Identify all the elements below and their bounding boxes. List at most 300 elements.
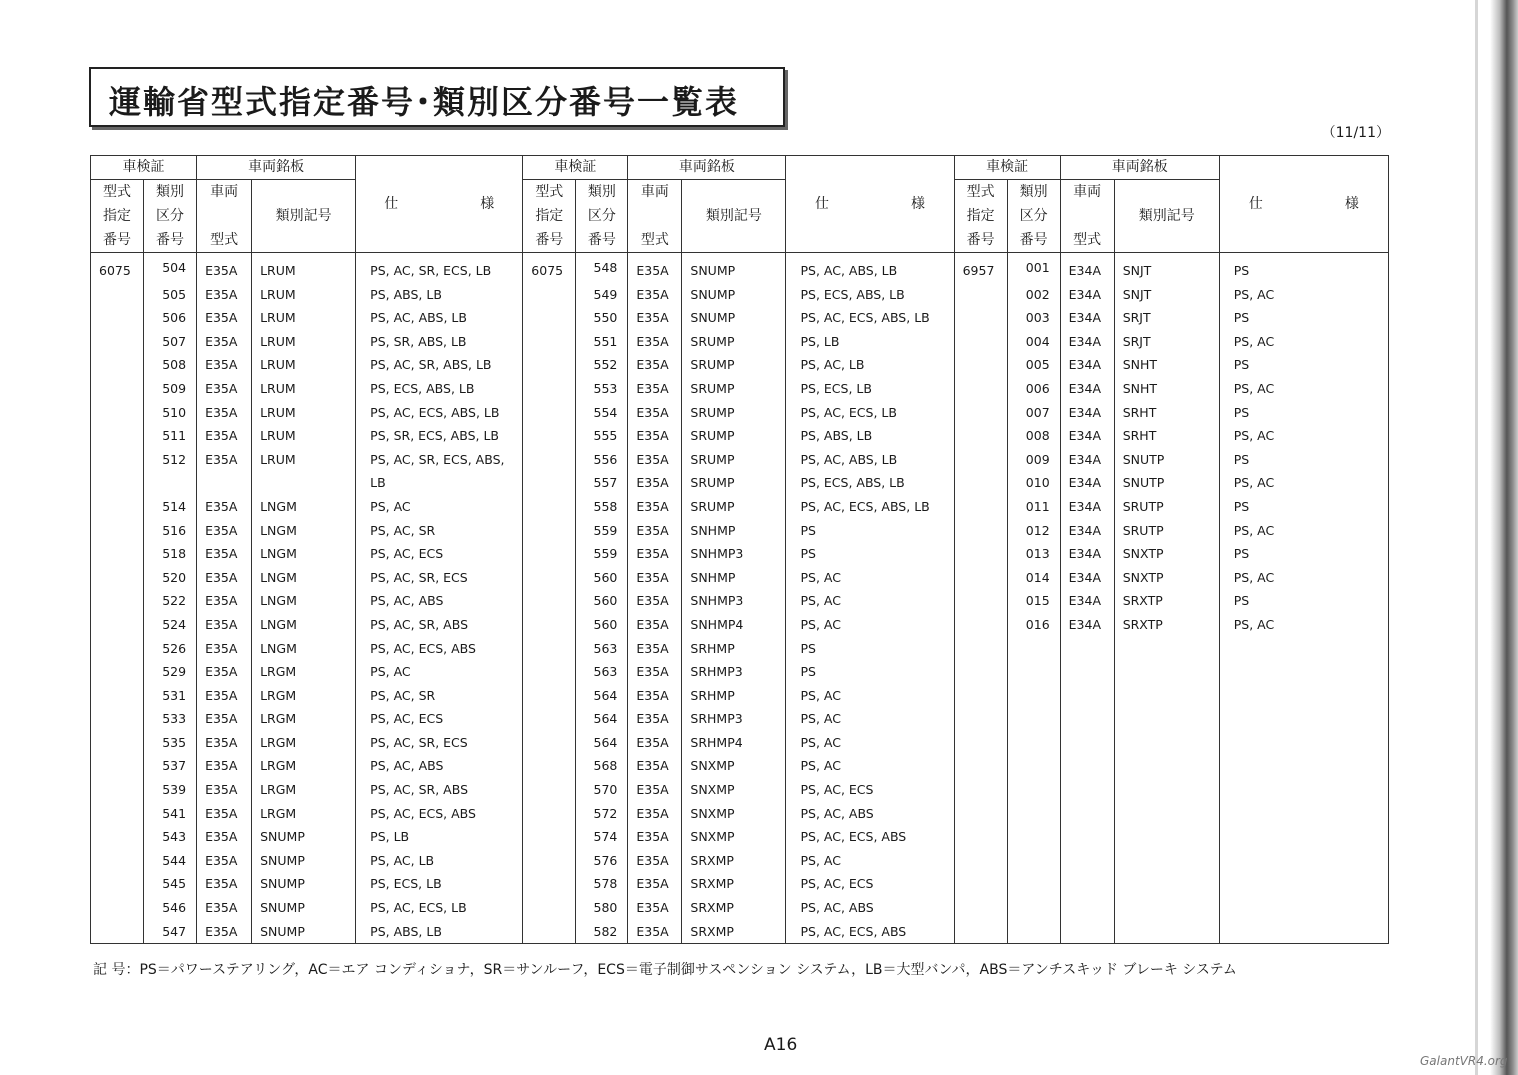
model-cell: E35A <box>628 920 682 944</box>
class-no-cell: 560 <box>576 613 628 637</box>
class-symbol-cell: SRXTP <box>1114 589 1219 613</box>
spec-cell: PS, AC, ABS, LB <box>356 306 523 330</box>
class-no-cell: 563 <box>576 660 628 684</box>
class-no-cell: 544 <box>144 849 197 873</box>
type-no-cell <box>954 306 1007 330</box>
class-symbol-cell: LNGM <box>252 495 356 519</box>
class-no-cell <box>1007 707 1060 731</box>
spec-cell <box>1219 872 1388 896</box>
spec-cell: PS, LB <box>356 825 523 849</box>
model-cell: E35A <box>628 684 682 708</box>
type-no-cell <box>523 613 576 637</box>
class-no-cell <box>1007 920 1060 944</box>
type-no-cell <box>954 731 1007 755</box>
class-symbol-cell: LNGM <box>252 589 356 613</box>
table-row <box>91 330 1389 354</box>
spec-cell: PS, AC, ECS, ABS <box>356 637 523 661</box>
spec-cell: PS, SR, ABS, LB <box>356 330 523 354</box>
class-no-cell: 003 <box>1007 306 1060 330</box>
class-symbol-cell: SRXMP <box>682 872 786 896</box>
type-no-cell <box>523 754 576 778</box>
type-no-cell <box>523 589 576 613</box>
spec-cell: PS, AC, ABS, LB <box>786 253 954 283</box>
class-symbol-cell: LRGM <box>252 754 356 778</box>
model-cell: E35A <box>628 589 682 613</box>
spec-cell: PS, ECS, LB <box>786 377 954 401</box>
type-no-cell <box>523 471 576 495</box>
model-cell: E34A <box>1060 589 1114 613</box>
spec-cell: PS, AC, ECS, ABS <box>356 802 523 826</box>
model-cell: E35A <box>628 660 682 684</box>
type-no-cell <box>91 872 144 896</box>
model-cell: E35A <box>197 754 252 778</box>
spec-cell <box>1219 825 1388 849</box>
model-cell: E35A <box>628 306 682 330</box>
model-cell: E35A <box>197 707 252 731</box>
class-symbol-cell: SRHMP <box>682 637 786 661</box>
class-no-cell: 509 <box>144 377 197 401</box>
class-no-cell: 537 <box>144 754 197 778</box>
spec-cell: PS, AC, ABS <box>786 802 954 826</box>
table-row <box>91 802 1389 826</box>
table-row <box>91 684 1389 708</box>
table-row <box>91 872 1389 896</box>
class-symbol-cell: SNXTP <box>1114 566 1219 590</box>
class-symbol-cell: SNUMP <box>252 896 356 920</box>
model-cell <box>1060 660 1114 684</box>
spec-cell: PS <box>786 660 954 684</box>
class-symbol-cell: SNUMP <box>682 306 786 330</box>
spec-cell: PS, AC <box>786 589 954 613</box>
table-row <box>91 849 1389 873</box>
table-row <box>91 542 1389 566</box>
model-cell <box>1060 802 1114 826</box>
type-no-cell <box>91 519 144 543</box>
type-no-cell <box>523 448 576 472</box>
type-no-cell <box>91 283 144 307</box>
class-no-cell: 548 <box>576 253 628 283</box>
type-no-cell <box>91 448 144 472</box>
spec-cell: PS, AC <box>1219 566 1388 590</box>
spec-cell: PS, ECS, ABS, LB <box>786 283 954 307</box>
table-row <box>91 353 1389 377</box>
class-symbol-cell: SRUTP <box>1114 519 1219 543</box>
type-no-cell <box>523 519 576 543</box>
type-no-cell <box>91 330 144 354</box>
class-no-cell: 524 <box>144 613 197 637</box>
spec-cell: PS <box>786 519 954 543</box>
class-symbol-cell: SRUMP <box>682 495 786 519</box>
class-symbol-cell: LRUM <box>252 353 356 377</box>
class-symbol-cell: SRUTP <box>1114 495 1219 519</box>
spec-cell: PS, AC, SR <box>356 519 523 543</box>
class-no-cell: 014 <box>1007 566 1060 590</box>
class-no-cell: 570 <box>576 778 628 802</box>
class-symbol-cell: LRGM <box>252 684 356 708</box>
class-symbol-cell: SNXMP <box>682 802 786 826</box>
table-row <box>91 471 1389 495</box>
spec-cell: PS, AC, ECS, ABS, LB <box>356 401 523 425</box>
type-no-cell <box>954 283 1007 307</box>
spec-cell: PS, AC, SR, ECS, LB <box>356 253 523 283</box>
type-no-cell <box>91 778 144 802</box>
class-no-cell: 522 <box>144 589 197 613</box>
class-no-cell: 580 <box>576 896 628 920</box>
table-row <box>91 731 1389 755</box>
title-box <box>89 67 785 127</box>
spec-cell: PS, AC <box>356 660 523 684</box>
legend: 記 号：PS＝パワーステアリング，AC＝エア コンディショナ，SR＝サンルーフ，ECS＝電子制御サスペンション システム，LB＝大型バンパ，ABS＝アンチスキッド ブレーキ システム <box>93 962 1237 978</box>
header-meiban: 車両銘板 <box>197 156 356 180</box>
model-cell: E34A <box>1060 401 1114 425</box>
type-no-cell <box>91 684 144 708</box>
model-cell: E35A <box>197 495 252 519</box>
model-cell <box>1060 778 1114 802</box>
header-class-no: 類別 区分 番号 <box>144 180 197 253</box>
class-symbol-cell: LRUM <box>252 401 356 425</box>
class-no-cell: 508 <box>144 353 197 377</box>
model-cell: E34A <box>1060 519 1114 543</box>
class-no-cell: 013 <box>1007 542 1060 566</box>
class-no-cell: 564 <box>576 684 628 708</box>
spec-cell: PS, AC <box>1219 613 1388 637</box>
spec-cell: PS, ABS, LB <box>786 424 954 448</box>
class-no-cell: 554 <box>576 401 628 425</box>
type-no-cell <box>954 754 1007 778</box>
class-no-cell <box>1007 872 1060 896</box>
spec-cell: PS <box>1219 353 1388 377</box>
class-no-cell: 539 <box>144 778 197 802</box>
class-no-cell: 564 <box>576 731 628 755</box>
class-no-cell <box>1007 825 1060 849</box>
table-row <box>91 495 1389 519</box>
type-no-cell <box>91 353 144 377</box>
class-no-cell <box>1007 778 1060 802</box>
header-type-no: 型式 指定 番号 <box>954 180 1007 253</box>
header-spec: 仕 様 <box>1219 156 1388 253</box>
table-row <box>91 660 1389 684</box>
type-no-cell <box>91 896 144 920</box>
type-no-cell <box>523 896 576 920</box>
class-no-cell: 551 <box>576 330 628 354</box>
model-cell <box>1060 754 1114 778</box>
type-no-cell <box>91 660 144 684</box>
type-no-cell <box>91 920 144 944</box>
class-no-cell: 504 <box>144 253 197 283</box>
spec-cell: PS <box>1219 448 1388 472</box>
model-cell: E35A <box>628 253 682 283</box>
spec-cell: PS, AC, SR <box>356 684 523 708</box>
class-no-cell <box>1007 896 1060 920</box>
model-cell: E35A <box>628 637 682 661</box>
class-no-cell: 516 <box>144 519 197 543</box>
class-no-cell: 541 <box>144 802 197 826</box>
spec-cell: PS, LB <box>786 330 954 354</box>
class-symbol-cell: SNHT <box>1114 377 1219 401</box>
model-cell: E35A <box>197 684 252 708</box>
model-cell: E35A <box>197 377 252 401</box>
class-symbol-cell: SNJT <box>1114 283 1219 307</box>
spec-cell: PS <box>1219 306 1388 330</box>
class-symbol-cell: LNGM <box>252 542 356 566</box>
type-no-cell <box>91 495 144 519</box>
class-no-cell <box>1007 660 1060 684</box>
model-cell: E34A <box>1060 253 1114 283</box>
class-symbol-cell <box>1114 684 1219 708</box>
type-no-cell <box>91 401 144 425</box>
type-no-cell <box>523 825 576 849</box>
class-no-cell: 529 <box>144 660 197 684</box>
spec-cell: PS, AC, LB <box>356 849 523 873</box>
spec-cell: PS, AC, ECS, ABS, LB <box>786 306 954 330</box>
class-symbol-cell: LRGM <box>252 731 356 755</box>
class-no-cell: 578 <box>576 872 628 896</box>
class-symbol-cell <box>252 471 356 495</box>
model-cell <box>197 471 252 495</box>
spec-cell: PS <box>786 542 954 566</box>
class-no-cell: 574 <box>576 825 628 849</box>
spec-cell: PS, AC, LB <box>786 353 954 377</box>
spec-cell: PS, ECS, ABS, LB <box>786 471 954 495</box>
type-no-cell <box>954 896 1007 920</box>
model-cell: E35A <box>628 424 682 448</box>
model-cell: E35A <box>197 896 252 920</box>
model-cell: E35A <box>628 731 682 755</box>
model-cell: E34A <box>1060 353 1114 377</box>
class-symbol-cell: SRJT <box>1114 330 1219 354</box>
class-symbol-cell: LRUM <box>252 306 356 330</box>
class-no-cell: 510 <box>144 401 197 425</box>
table-row <box>91 637 1389 661</box>
spec-cell: PS, AC, ABS <box>356 589 523 613</box>
model-cell: E35A <box>197 920 252 944</box>
class-symbol-cell: SRUMP <box>682 401 786 425</box>
model-cell: E35A <box>197 401 252 425</box>
class-no-cell: 531 <box>144 684 197 708</box>
spec-cell: PS, AC <box>786 849 954 873</box>
model-cell: E35A <box>197 731 252 755</box>
spec-cell <box>1219 754 1388 778</box>
type-no-cell <box>954 660 1007 684</box>
spec-cell: PS, AC, SR, ECS <box>356 566 523 590</box>
page-indicator: （11/11） <box>1321 125 1390 141</box>
table-row <box>91 306 1389 330</box>
class-symbol-cell: SRJT <box>1114 306 1219 330</box>
registry-table <box>90 155 1389 944</box>
class-no-cell: 550 <box>576 306 628 330</box>
spec-cell: PS, AC, SR, ECS <box>356 731 523 755</box>
type-no-cell <box>91 566 144 590</box>
class-no-cell: 546 <box>144 896 197 920</box>
type-no-cell <box>954 519 1007 543</box>
spec-cell: PS, AC, SR, ABS, LB <box>356 353 523 377</box>
model-cell: E35A <box>197 778 252 802</box>
model-cell: E35A <box>628 353 682 377</box>
type-no-cell <box>91 306 144 330</box>
header-row-2 <box>91 180 1389 253</box>
class-symbol-cell <box>1114 825 1219 849</box>
type-no-cell <box>523 306 576 330</box>
class-no-cell: 004 <box>1007 330 1060 354</box>
table-row <box>91 896 1389 920</box>
header-row-1 <box>91 156 1389 180</box>
spec-cell <box>1219 778 1388 802</box>
type-no-cell <box>523 377 576 401</box>
header-spec: 仕 様 <box>356 156 523 253</box>
class-no-cell: 556 <box>576 448 628 472</box>
spec-cell <box>1219 731 1388 755</box>
type-no-cell <box>954 424 1007 448</box>
class-symbol-cell: SRXTP <box>1114 613 1219 637</box>
spec-cell <box>1219 896 1388 920</box>
model-cell: E35A <box>628 802 682 826</box>
class-no-cell: 505 <box>144 283 197 307</box>
header-model: 車両 型式 <box>197 180 252 253</box>
class-no-cell: 008 <box>1007 424 1060 448</box>
table-row <box>91 589 1389 613</box>
type-no-cell <box>523 707 576 731</box>
class-symbol-cell: SNHMP4 <box>682 613 786 637</box>
type-no-cell <box>523 778 576 802</box>
type-no-cell <box>91 731 144 755</box>
spec-cell: PS <box>786 637 954 661</box>
spec-cell: PS, AC, ABS, LB <box>786 448 954 472</box>
type-no-cell <box>954 495 1007 519</box>
type-no-cell <box>523 731 576 755</box>
page-title: 運輸省型式指定番号･類別区分番号一覧表 <box>109 83 740 121</box>
class-no-cell <box>1007 802 1060 826</box>
class-symbol-cell <box>1114 802 1219 826</box>
type-no-cell <box>954 684 1007 708</box>
class-symbol-cell: SRUMP <box>682 353 786 377</box>
spec-cell: PS, AC, ECS <box>356 707 523 731</box>
type-no-cell <box>954 471 1007 495</box>
class-no-cell: 543 <box>144 825 197 849</box>
class-no-cell: 007 <box>1007 401 1060 425</box>
header-shaken: 車検証 <box>91 156 197 180</box>
model-cell: E35A <box>197 566 252 590</box>
class-symbol-cell: LNGM <box>252 637 356 661</box>
class-no-cell: 012 <box>1007 519 1060 543</box>
class-symbol-cell: SRUMP <box>682 448 786 472</box>
model-cell <box>1060 896 1114 920</box>
spec-cell: PS <box>1219 401 1388 425</box>
model-cell: E35A <box>197 253 252 283</box>
model-cell: E35A <box>628 495 682 519</box>
class-no-cell: 572 <box>576 802 628 826</box>
type-no-cell <box>954 353 1007 377</box>
class-no-cell: 511 <box>144 424 197 448</box>
class-symbol-cell: SNXTP <box>1114 542 1219 566</box>
spec-cell <box>1219 684 1388 708</box>
header-spec: 仕 様 <box>786 156 954 253</box>
class-no-cell: 576 <box>576 849 628 873</box>
model-cell: E35A <box>197 637 252 661</box>
class-symbol-cell: SNHMP <box>682 519 786 543</box>
class-no-cell: 560 <box>576 566 628 590</box>
class-symbol-cell: SRUMP <box>682 377 786 401</box>
class-no-cell: 559 <box>576 542 628 566</box>
spec-cell: PS, SR, ECS, ABS, LB <box>356 424 523 448</box>
class-no-cell: 009 <box>1007 448 1060 472</box>
model-cell <box>1060 731 1114 755</box>
class-no-cell: 006 <box>1007 377 1060 401</box>
type-no-cell <box>954 802 1007 826</box>
class-symbol-cell: SNXMP <box>682 778 786 802</box>
header-shaken: 車検証 <box>523 156 628 180</box>
spec-cell <box>1219 660 1388 684</box>
type-no-cell <box>91 754 144 778</box>
spec-cell: PS, AC, ECS, ABS, LB <box>786 495 954 519</box>
spec-cell: PS, AC <box>1219 424 1388 448</box>
model-cell <box>1060 920 1114 944</box>
class-symbol-cell: LRGM <box>252 660 356 684</box>
header-type-no: 型式 指定 番号 <box>91 180 144 253</box>
spec-cell: PS, AC, ABS <box>356 754 523 778</box>
spec-cell <box>1219 802 1388 826</box>
model-cell <box>1060 707 1114 731</box>
class-no-cell <box>144 471 197 495</box>
model-cell: E35A <box>197 424 252 448</box>
type-no-cell <box>954 330 1007 354</box>
model-cell: E35A <box>628 377 682 401</box>
header-meiban: 車両銘板 <box>628 156 786 180</box>
type-no-cell <box>91 542 144 566</box>
spec-cell: PS, AC, ECS <box>786 872 954 896</box>
type-no-cell <box>523 660 576 684</box>
model-cell: E34A <box>1060 283 1114 307</box>
class-symbol-cell: SRHT <box>1114 424 1219 448</box>
table-row <box>91 920 1389 944</box>
header-class-no: 類別 区分 番号 <box>576 180 628 253</box>
type-no-cell <box>523 495 576 519</box>
class-symbol-cell: SRHMP3 <box>682 707 786 731</box>
model-cell: E35A <box>628 613 682 637</box>
table-row <box>91 825 1389 849</box>
class-no-cell: 514 <box>144 495 197 519</box>
model-cell: E35A <box>628 330 682 354</box>
class-symbol-cell <box>1114 872 1219 896</box>
class-no-cell: 526 <box>144 637 197 661</box>
model-cell: E35A <box>197 330 252 354</box>
type-no-cell: 6957 <box>954 253 1007 283</box>
type-no-cell <box>523 684 576 708</box>
type-no-cell: 6075 <box>91 253 144 283</box>
class-symbol-cell: LRGM <box>252 778 356 802</box>
class-symbol-cell: SRUMP <box>682 424 786 448</box>
model-cell: E35A <box>197 613 252 637</box>
model-cell: E34A <box>1060 448 1114 472</box>
class-no-cell <box>1007 637 1060 661</box>
class-no-cell: 547 <box>144 920 197 944</box>
class-symbol-cell: SNHMP <box>682 566 786 590</box>
type-no-cell <box>954 920 1007 944</box>
class-no-cell <box>1007 684 1060 708</box>
type-no-cell <box>523 401 576 425</box>
model-cell: E35A <box>197 519 252 543</box>
class-no-cell: 533 <box>144 707 197 731</box>
class-symbol-cell <box>1114 896 1219 920</box>
header-class-symbol: 類別記号 <box>682 180 786 253</box>
model-cell: E35A <box>197 589 252 613</box>
type-no-cell <box>523 424 576 448</box>
class-no-cell: 015 <box>1007 589 1060 613</box>
model-cell: E35A <box>197 849 252 873</box>
class-symbol-cell: SNUTP <box>1114 448 1219 472</box>
spec-cell: PS, AC <box>786 684 954 708</box>
spec-cell: PS, AC <box>356 495 523 519</box>
class-symbol-cell: LRGM <box>252 802 356 826</box>
